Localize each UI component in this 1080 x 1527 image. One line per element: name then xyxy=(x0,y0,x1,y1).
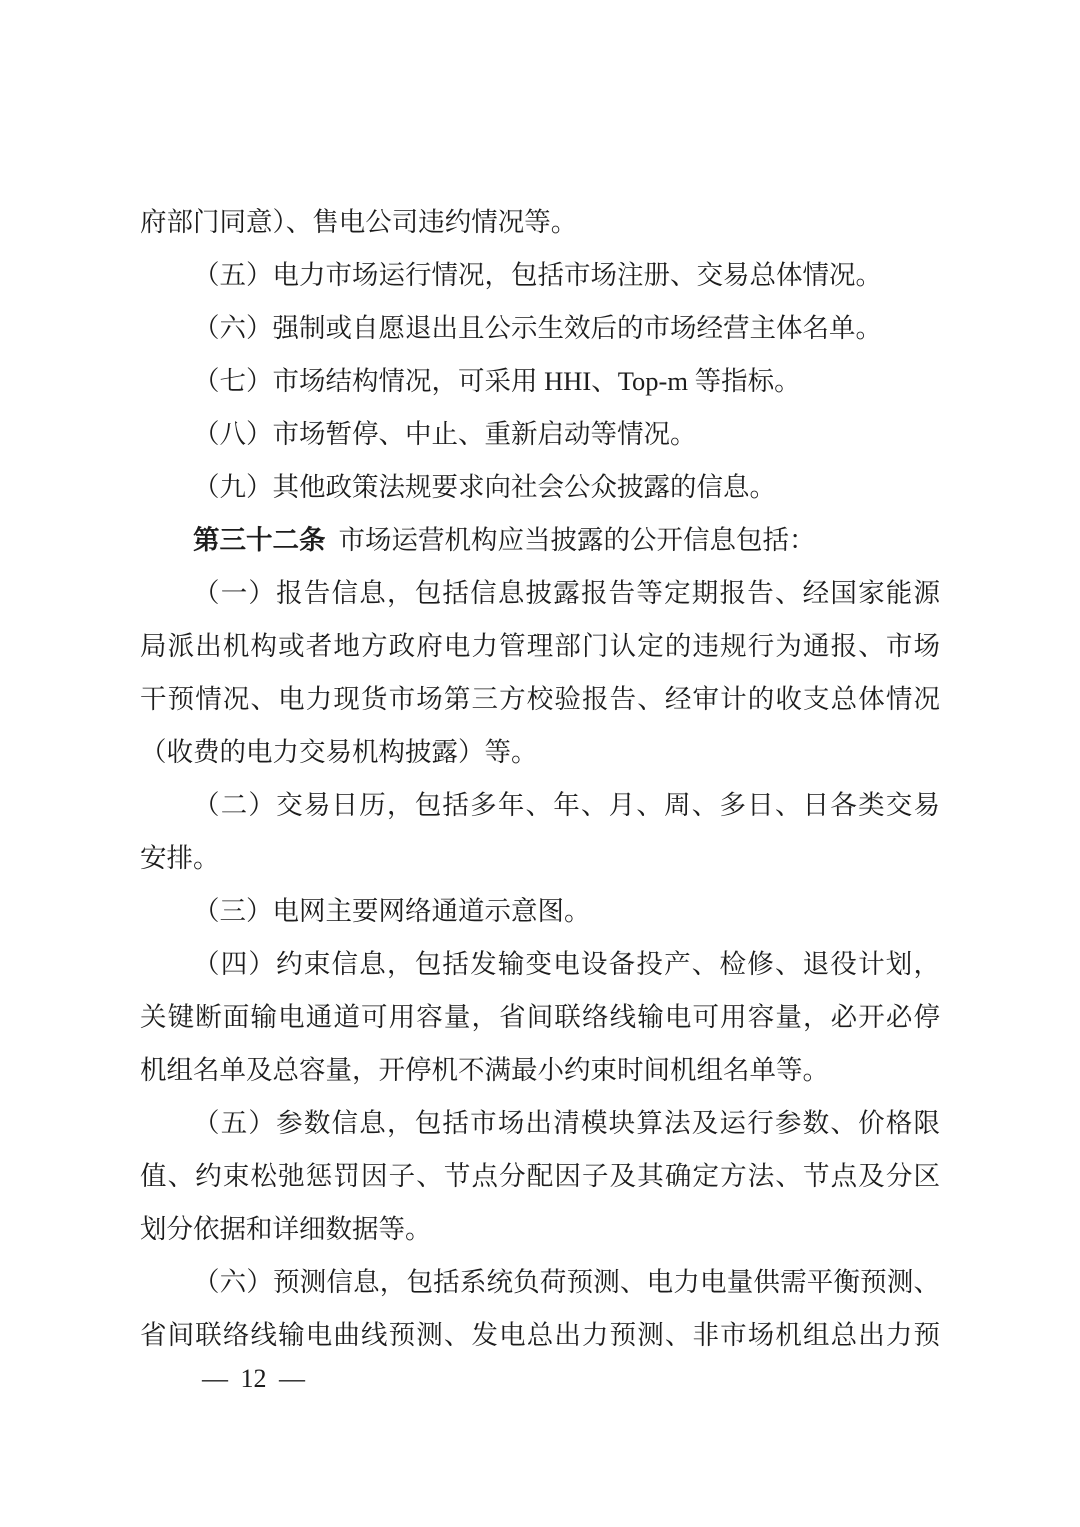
doc-line: 干预情况、电力现货市场第三方校验报告、经审计的收支总体情况 xyxy=(140,684,940,714)
doc-line: （一）报告信息，包括信息披露报告等定期报告、经国家能源 xyxy=(193,578,940,608)
doc-line: （五）电力市场运行情况，包括市场注册、交易总体情况。 xyxy=(193,260,882,290)
page-number: — 12 — xyxy=(202,1364,305,1393)
doc-line: （八）市场暂停、中止、重新启动等情况。 xyxy=(193,419,697,449)
doc-line: 局派出机构或者地方政府电力管理部门认定的违规行为通报、市场 xyxy=(140,631,940,661)
doc-line: 值、约束松弛惩罚因子、节点分配因子及其确定方法、节点及分区 xyxy=(140,1161,940,1191)
doc-line: （收费的电力交易机构披露）等。 xyxy=(140,737,538,767)
doc-line: （三）电网主要网络通道示意图。 xyxy=(193,896,591,926)
document-body xyxy=(140,196,940,1362)
article-32-heading xyxy=(140,514,940,567)
doc-line: 省间联络线输电曲线预测、发电总出力预测、非市场机组总出力预 xyxy=(140,1320,940,1350)
doc-line: （五）参数信息，包括市场出清模块算法及运行参数、价格限 xyxy=(193,1108,940,1138)
doc-line: （七）市场结构情况，可采用 HHI、Top-m 等指标。 xyxy=(193,366,801,396)
doc-line: （四）约束信息，包括发输变电设备投产、检修、退役计划， xyxy=(193,949,940,979)
doc-line: 安排。 xyxy=(140,843,220,873)
doc-line: 关键断面输电通道可用容量，省间联络线输电可用容量，必开必停 xyxy=(140,1002,940,1032)
doc-line: （九）其他政策法规要求向社会公众披露的信息。 xyxy=(193,472,776,502)
doc-line: 府部门同意）、售电公司违约情况等。 xyxy=(140,207,578,237)
doc-line: 划分依据和详细数据等。 xyxy=(140,1214,432,1244)
doc-line: 机组名单及总容量，开停机不满最小约束时间机组名单等。 xyxy=(140,1055,829,1085)
doc-line: （六）预测信息，包括系统负荷预测、电力电量供需平衡预测、 xyxy=(193,1267,940,1297)
doc-line: （二）交易日历，包括多年、年、月、周、多日、日各类交易 xyxy=(193,790,940,820)
doc-line: （六）强制或自愿退出且公示生效后的市场经营主体名单。 xyxy=(193,313,882,343)
article-number: 第三十二条 xyxy=(193,525,326,555)
article-heading-text: 市场运营机构应当披露的公开信息包括： xyxy=(338,525,816,555)
